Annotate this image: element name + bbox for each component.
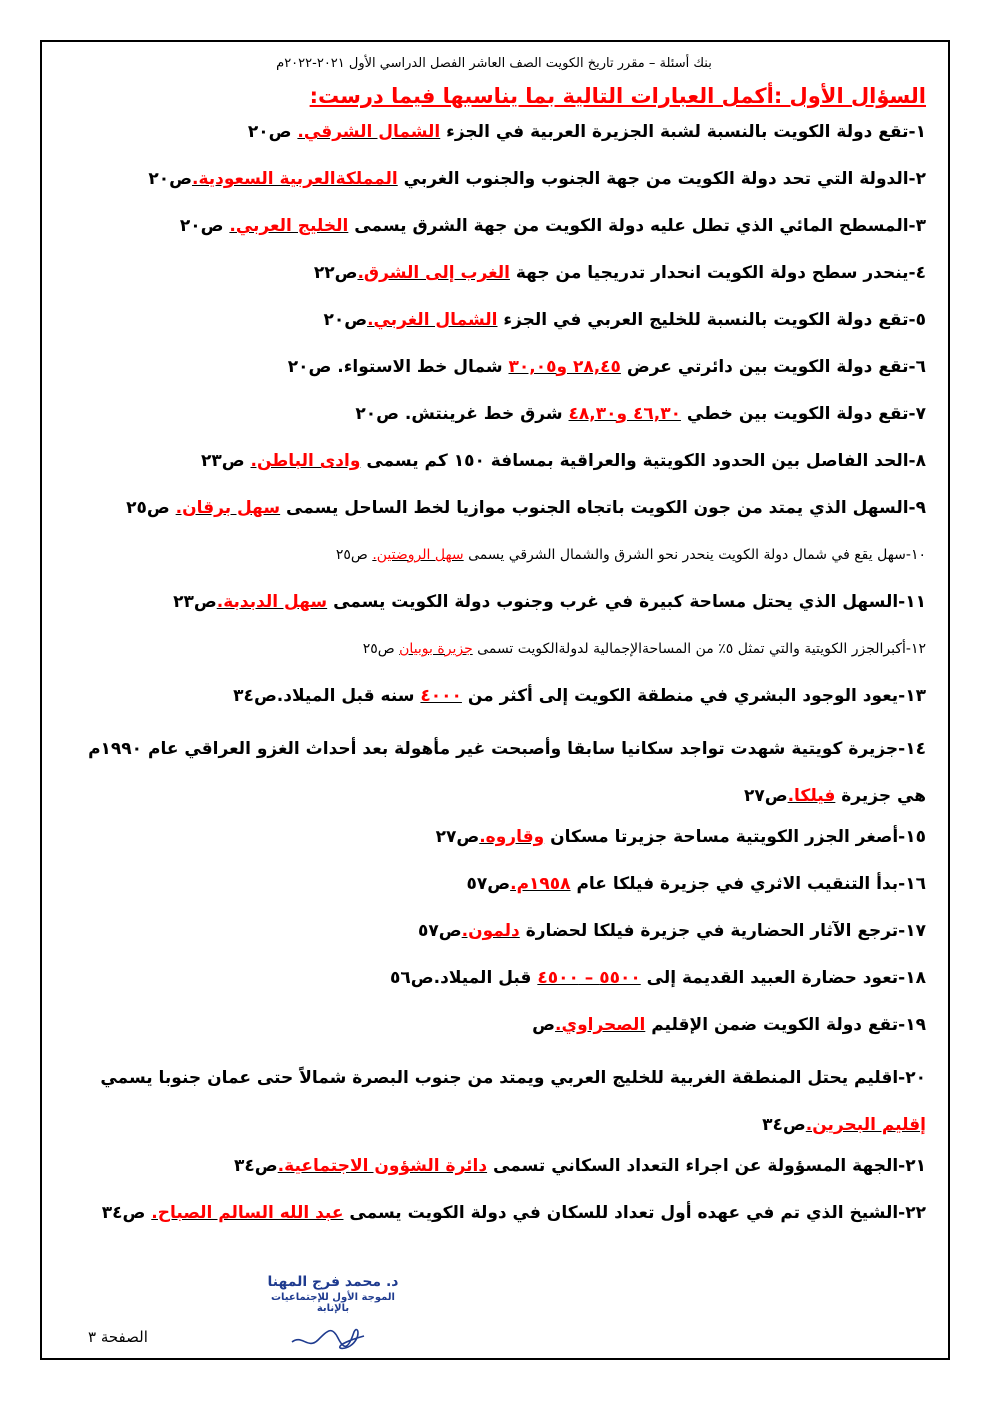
page-reference: ص٢٥ xyxy=(335,547,373,563)
answer-text: الشمال الشرقي. xyxy=(297,122,441,142)
answer-text: الشمال الغربي. xyxy=(367,310,498,330)
question-text: ١٨-تعود حضارة العبيد القديمة إلى xyxy=(640,968,926,988)
question-item xyxy=(70,1008,926,1055)
question-text: ١٦-بدأ التنقيب الاثري في جزيرة فيلكا عام xyxy=(570,874,926,894)
page-reference: ص٢٥ xyxy=(126,498,176,518)
answer-text: سهل الروضتين. xyxy=(372,547,464,563)
handwritten-signature-icon xyxy=(288,1316,368,1356)
question-item xyxy=(70,914,926,961)
question-text: ٥-تقع دولة الكويت بالنسبة للخليج العربي في الجزء xyxy=(497,310,926,330)
answer-text: فيلكا. xyxy=(787,786,836,806)
page-reference: ص٥٧ xyxy=(466,874,511,894)
question-list xyxy=(70,115,926,1243)
page-reference: ص٢٧ xyxy=(743,786,788,806)
question-item xyxy=(70,115,926,162)
question-text: ١٤-جزيرة كويتية شهدت تواجد سكانيا سابقا وأصبحت غير مأهولة بعد أحداث الغزو العراقي عام ١٩٩٠م هي جزيرة xyxy=(88,739,926,806)
page-reference: ص٣٤ xyxy=(101,1203,152,1223)
answer-text: المملكةالعربية السعودية. xyxy=(192,169,398,189)
question-title: السؤال الأول :أكمل العبارات التالية بما يناسبها فيما درست: xyxy=(309,84,926,108)
question-text: ١٧-ترجع الآثار الحضارية في جزيرة فيلكا لحضارة xyxy=(519,921,926,941)
question-item xyxy=(70,397,926,444)
question-item xyxy=(70,209,926,256)
answer-text: سهل برقان. xyxy=(175,498,281,518)
signature-role: الموجة الأول للإجتماعيات بالإنابة xyxy=(271,1292,395,1314)
question-text: ١٠-سهل يقع في شمال دولة الكويت ينحدر نحو الشرق والشمال الشرقي يسمى xyxy=(463,547,926,563)
page-reference: ص٢٠ xyxy=(148,169,192,189)
question-item xyxy=(70,444,926,491)
answer-text: عبد الله السالم الصباح. xyxy=(151,1203,344,1223)
page-reference: ص٢٢ xyxy=(313,263,358,283)
question-item xyxy=(70,726,926,820)
answer-text: دائرة الشؤون الاجتماعية. xyxy=(277,1156,488,1176)
question-text: ٢٢-الشيخ الذي تم في عهده أول تعداد للسكان في دولة الكويت يسمى xyxy=(343,1203,926,1223)
question-item xyxy=(70,632,926,679)
page-reference: ص xyxy=(532,1015,556,1035)
page-header: بنك أسئلة – مقرر تاريخ الكويت الصف العاشر الفصل الدراسي الأول ٢٠٢١-٢٠٢٢م xyxy=(276,56,712,71)
answer-text: دلمون. xyxy=(461,921,520,941)
answer-text: وادى الباطن. xyxy=(250,451,361,471)
page-reference: ص٣٤ xyxy=(234,1156,278,1176)
question-item xyxy=(70,867,926,914)
question-text: ٧-تقع دولة الكويت بين خطي xyxy=(680,404,926,424)
signature-block xyxy=(258,1274,408,1314)
question-item xyxy=(70,538,926,585)
question-item xyxy=(70,961,926,1008)
question-text: ٣-المسطح المائي الذي تطل عليه دولة الكويت من جهة الشرق يسمى xyxy=(348,216,926,236)
answer-text: جزيرة بوبيان xyxy=(399,641,473,657)
answer-text: ٤٠٠٠ xyxy=(420,686,462,706)
answer-text: الغرب إلى الشرق. xyxy=(357,263,510,283)
page-reference: ص٢٣ xyxy=(200,451,251,471)
question-text: ٢١-الجهة المسؤولة عن اجراء التعداد السكاني تسمى xyxy=(487,1156,926,1176)
page-reference: سنه قبل الميلاد.ص٣٤ xyxy=(233,686,421,706)
question-text: ٢-الدولة التي تحد دولة الكويت من جهة الجنوب والجنوب الغربي xyxy=(397,169,926,189)
question-item xyxy=(70,679,926,726)
page-reference: ص٢٥ xyxy=(362,641,400,657)
question-text: ٩-السهل الذي يمتد من جون الكويت باتجاه الجنوب موازيا لخط الساحل يسمى xyxy=(280,498,926,518)
question-text: ١-تقع دولة الكويت بالنسبة لشبة الجزيرة العربية في الجزء xyxy=(440,122,926,142)
question-item xyxy=(70,1055,926,1149)
question-text: ٢٠-اقليم يحتل المنطقة الغربية للخليج العربي ويمتد من جنوب البصرة شمالاً حتى عمان جنوبا يسمي xyxy=(100,1068,926,1088)
question-item xyxy=(70,585,926,632)
question-item xyxy=(70,303,926,350)
question-text: ٨-الحد الفاصل بين الحدود الكويتية والعراقية بمسافة ١٥٠ كم يسمى xyxy=(360,451,926,471)
question-item xyxy=(70,491,926,538)
answer-text: إقليم البحرين. xyxy=(805,1115,926,1135)
question-text: ١٢-أكبرالجزر الكويتية والتي تمثل ٥٪ من المساحةالإجمالية لدولةالكويت تسمى xyxy=(472,641,926,657)
answer-text: الخليج العربي. xyxy=(229,216,349,236)
answer-text: وقاروه. xyxy=(479,827,545,847)
page-reference: ص٢٧ xyxy=(435,827,480,847)
page-reference: ص٢٣ xyxy=(173,592,217,612)
question-text: ٦-تقع دولة الكويت بين دائرتي عرض xyxy=(620,357,926,377)
page-reference: ص٢٠ xyxy=(323,310,368,330)
page-reference: ص٢٠ xyxy=(179,216,230,236)
page-reference: شرق خط غرينتش. ص٢٠ xyxy=(355,404,569,424)
question-text: ١٥-أصغر الجزر الكويتية مساحة جزيرتا مسكان xyxy=(544,827,926,847)
question-item xyxy=(70,162,926,209)
page-reference: ص٥٧ xyxy=(418,921,462,941)
signature-name: د. محمد فرج المهنا xyxy=(267,1274,399,1290)
question-item xyxy=(70,256,926,303)
question-text: ٤-ينحدر سطح دولة الكويت انحدار تدريجيا من جهة xyxy=(509,263,926,283)
question-item xyxy=(70,1196,926,1243)
page-reference: قبل الميلاد.ص٥٦ xyxy=(390,968,538,988)
answer-text: الصحراوي. xyxy=(555,1015,646,1035)
answer-text: ٥٥٠٠ – ٤٥٠٠ xyxy=(537,968,641,988)
answer-text: ٢٨,٤٥ و٣٠,٠٥ xyxy=(508,357,621,377)
page-reference: شمال خط الاستواء. ص٢٠ xyxy=(287,357,509,377)
page-number: الصفحة ٣ xyxy=(88,1328,148,1346)
answer-text: ٤٦,٣٠ و٤٨,٣٠ xyxy=(568,404,681,424)
question-item xyxy=(70,820,926,867)
page-reference: ص٣٤ xyxy=(762,1115,806,1135)
question-text: ١٩-تقع دولة الكويت ضمن الإقليم xyxy=(645,1015,926,1035)
question-item xyxy=(70,350,926,397)
question-text: ١٣-يعود الوجود البشري في منطقة الكويت إلى أكثر من xyxy=(461,686,926,706)
question-text: ١١-السهل الذي يحتل مساحة كبيرة في غرب وجنوب دولة الكويت يسمى xyxy=(327,592,926,612)
page-reference: ص٢٠ xyxy=(247,122,298,142)
answer-text: ١٩٥٨م. xyxy=(510,874,571,894)
answer-text: سهل الدبدبة. xyxy=(216,592,328,612)
question-item xyxy=(70,1149,926,1196)
